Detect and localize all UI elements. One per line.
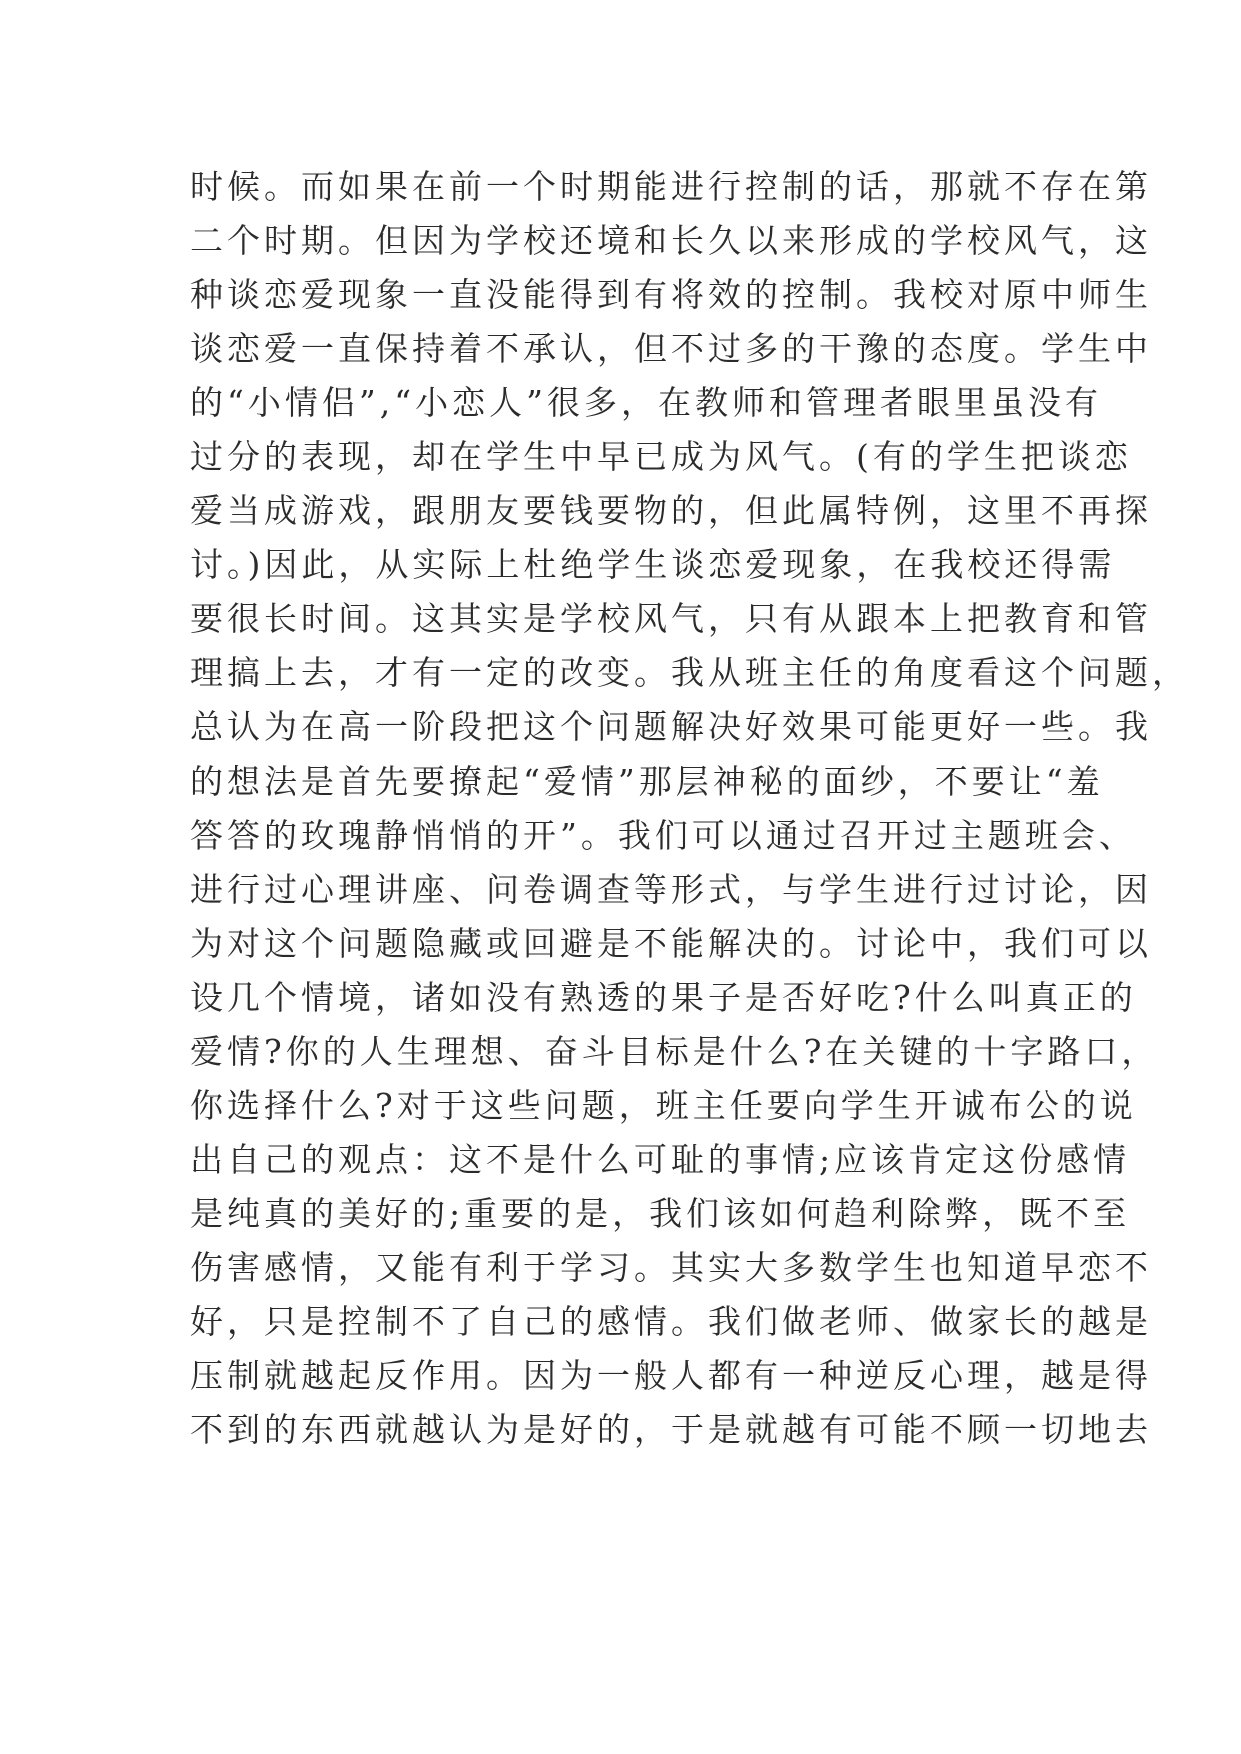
- text-line: 二个时期。但因为学校还境和长久以来形成的学校风气，这: [190, 221, 1152, 261]
- text-line: 谈恋爱一直保持着不承认，但不过多的干豫的态度。学生中: [190, 329, 1152, 369]
- text-line: 的“小情侣”,“小恋人”很多，在教师和管理者眼里虽没有: [190, 383, 1102, 423]
- text-line: 理搞上去，才有一定的改变。我从班主任的角度看这个问题，: [190, 653, 1189, 693]
- text-line: 讨。)因此，从实际上杜绝学生谈恋爱现象，在我校还得需: [190, 545, 1116, 585]
- text-line: 是纯真的美好的;重要的是，我们该如何趋利除弊，既不至: [190, 1193, 1131, 1233]
- text-line: 种谈恋爱现象一直没能得到有将效的控制。我校对原中师生: [190, 275, 1152, 315]
- text-line: 不到的东西就越认为是好的，于是就越有可能不顾一切地去: [190, 1410, 1152, 1450]
- text-line: 好，只是控制不了自己的感情。我们做老师、做家长的越是: [190, 1301, 1152, 1341]
- text-line: 设几个情境，诸如没有熟透的果子是否好吃?什么叫真正的: [190, 977, 1137, 1017]
- text-line: 为对这个问题隐藏或回避是不能解决的。讨论中，我们可以: [190, 923, 1152, 963]
- body-text: [190, 160, 1189, 1457]
- text-line: 答答的玫瑰静悄悄的开”。我们可以通过召开过主题班会、: [190, 815, 1136, 855]
- text-line: 伤害感情，又能有利于学习。其实大多数学生也知道早恋不: [190, 1247, 1152, 1287]
- text-line: 进行过心理讲座、问卷调查等形式，与学生进行过讨论，因: [190, 869, 1152, 909]
- text-line: 你选择什么?对于这些问题，班主任要向学生开诚布公的说: [190, 1085, 1137, 1125]
- text-line: 要很长时间。这其实是学校风气，只有从跟本上把教育和管: [190, 599, 1152, 639]
- text-line: 时候。而如果在前一个时期能进行控制的话，那就不存在第: [190, 167, 1152, 206]
- text-line: 爱当成游戏，跟朋友要钱要物的，但此属特例，这里不再探: [190, 491, 1152, 531]
- text-line: 出自己的观点：这不是什么可耻的事情;应该肯定这份感情: [190, 1139, 1131, 1179]
- text-line: 爱情?你的人生理想、奋斗目标是什么?在关键的十字路口，: [190, 1031, 1159, 1071]
- text-line: 的想法是首先要撩起“爱情”那层神秘的面纱，不要让“羞: [190, 761, 1104, 801]
- text-line: 压制就越起反作用。因为一般人都有一种逆反心理，越是得: [190, 1356, 1152, 1396]
- text-line: 过分的表现，却在学生中早已成为风气。(有的学生把谈恋: [190, 437, 1132, 477]
- text-line: 总认为在高一阶段把这个问题解决好效果可能更好一些。我: [190, 707, 1152, 747]
